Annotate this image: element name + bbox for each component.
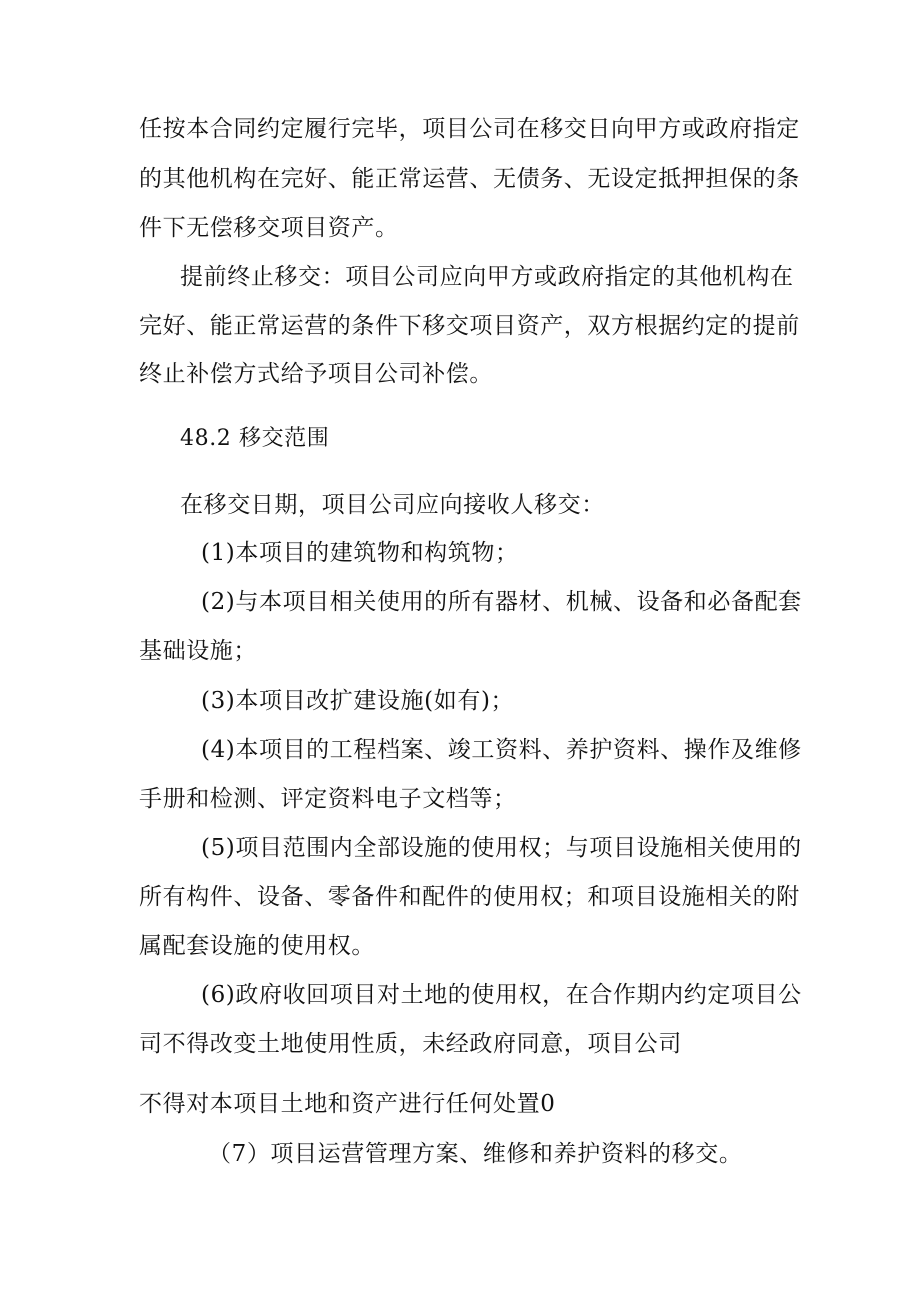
list-item-continuation: 所有构件、设备、零备件和配件的使用权；和项目设施相关的附 (139, 884, 800, 910)
paragraph-line: 终止补偿方式给予项目公司补偿。 (139, 361, 493, 387)
list-item: （7）项目运营管理方案、维修和养护资料的移交。 (208, 1141, 743, 1167)
list-item: (4)本项目的工程档案、竣工资料、养护资料、操作及维修 (201, 737, 802, 763)
list-item-continuation: 司不得改变土地使用性质，未经政府同意，项目公司 (139, 1031, 682, 1057)
paragraph-line: 在移交日期，项目公司应向接收人移交： (180, 492, 605, 518)
list-item: (5)项目范围内全部设施的使用权；与项目设施相关使用的 (201, 835, 802, 861)
paragraph-line: 提前终止移交：项目公司应向甲方或政府指定的其他机构在 (180, 264, 794, 290)
list-item: (6)政府收回项目对土地的使用权，在合作期内约定项目公 (201, 982, 802, 1008)
list-item-continuation: 基础设施； (139, 638, 257, 664)
paragraph-line: 任按本合同约定履行完毕，项目公司在移交日向甲方或政府指定 (139, 116, 800, 142)
paragraph-line: 件下无偿移交项目资产。 (139, 215, 399, 241)
list-item: (2)与本项目相关使用的所有器材、机械、设备和必备配套 (201, 589, 802, 615)
list-item: (3)本项目改扩建设施(如有)； (201, 688, 515, 714)
paragraph-line: 完好、能正常运营的条件下移交项目资产，双方根据约定的提前 (139, 313, 800, 339)
list-item-continuation: 手册和检测、评定资料电子文档等； (139, 786, 517, 812)
section-heading: 48.2 移交范围 (180, 426, 330, 451)
list-item-continuation: 属配套设施的使用权。 (139, 933, 375, 959)
list-item-continuation: 不得对本项目土地和资产进行任何处置0 (139, 1091, 556, 1117)
paragraph-line: 的其他机构在完好、能正常运营、无债务、无设定抵押担保的条 (139, 166, 800, 192)
list-item: (1)本项目的建筑物和构筑物； (201, 540, 519, 566)
